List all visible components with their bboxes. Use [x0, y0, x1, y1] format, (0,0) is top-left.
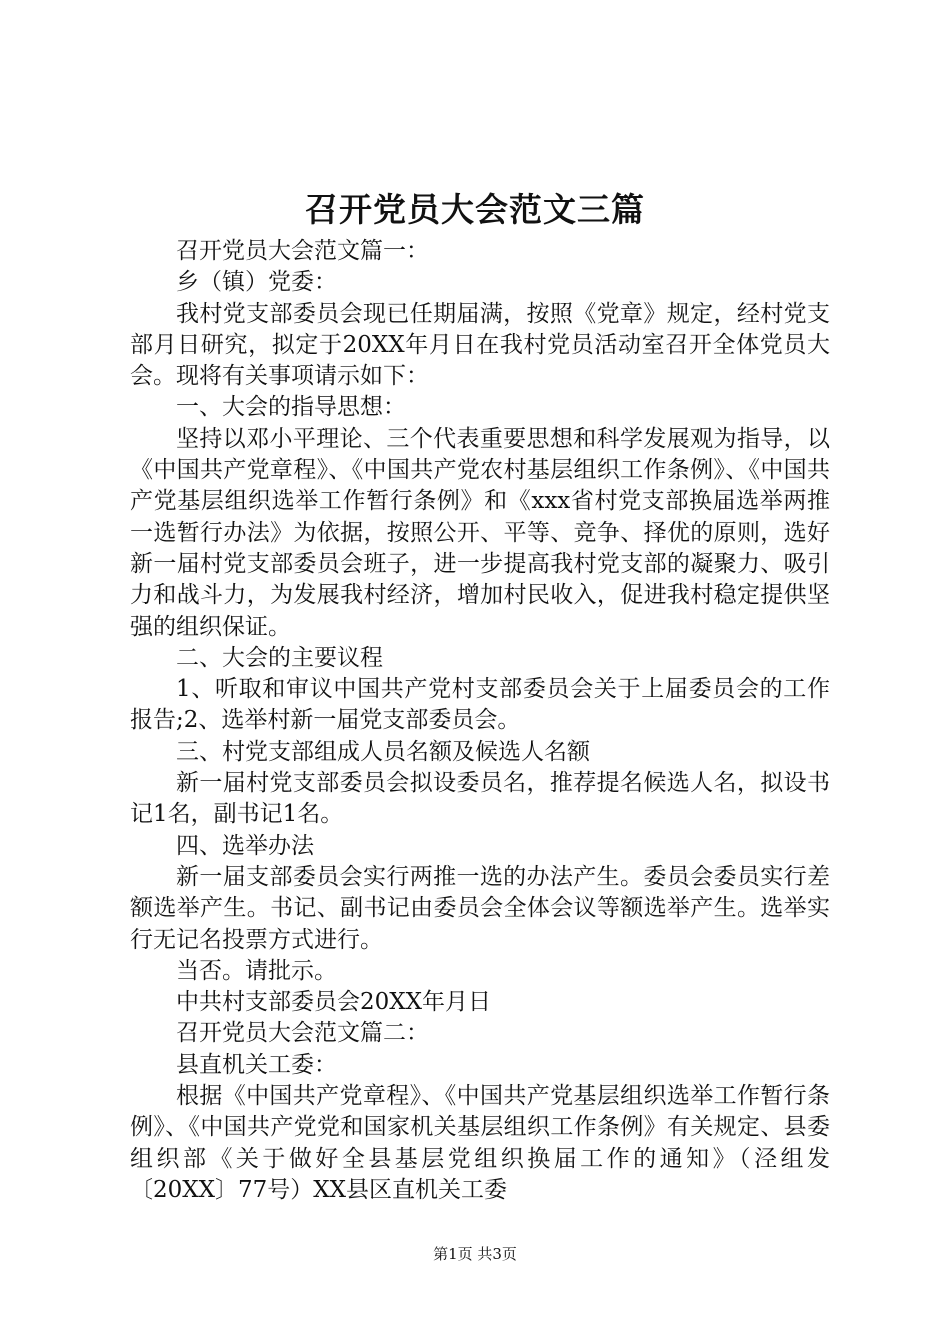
paragraph: 二、大会的主要议程 — [176, 644, 383, 671]
paragraph: 新一届支部委员会实行两推一选的办法产生。委员会委员实行差额选举产生。书记、副书记由委员会全体会议等额选举产生。选举实行无记名投票方式进行。 — [130, 863, 830, 953]
document-title: 召开党员大会范文三篇 — [305, 190, 645, 229]
paragraph: 县直机关工委： — [176, 1051, 337, 1078]
page-footer: 第1页 共3页 — [433, 1245, 517, 1263]
paragraph: 坚持以邓小平理论、三个代表重要思想和科学发展观为指导，以《中国共产党章程》、《中国共产党农村基层组织工作条例》、《中国共产党基层组织选举工作暂行条例》和《xxx省村党支部换届选举两推一选暂行办法》为依据，按照公开、平等、竞争、择优的原则，选好新一届村党支部委员会班子，进一步提高我村党支部的凝聚力、吸引力和战斗力，为发展我村经济，增加村民收入，促进我村稳定提供坚强的组织保证。 — [130, 425, 830, 640]
paragraph: 根据《中国共产党章程》、《中国共产党基层组织选举工作暂行条例》、《中国共产党党和国家机关基层组织工作条例》有关规定、县委组织部《关于做好全县基层党组织换届工作的通知》（泾组发〔20XX〕77号）XX县区直机关工委 — [130, 1083, 830, 1203]
paragraph: 1、听取和审议中国共产党村支部委员会关于上届委员会的工作报告;2、选举村新一届党支部委员会。 — [130, 676, 830, 734]
paragraph: 召开党员大会范文篇一： — [176, 238, 429, 264]
paragraph: 四、选举办法 — [176, 832, 314, 859]
paragraph: 中共村支部委员会20XX年月日 — [176, 989, 492, 1016]
paragraph: 三、村党支部组成人员名额及候选人名额 — [176, 738, 590, 765]
paragraph: 一、大会的指导思想： — [176, 394, 406, 421]
document-body — [130, 236, 830, 1206]
paragraph: 新一届村党支部委员会拟设委员名，推荐提名候选人名，拟设书记1名，副书记1名。 — [130, 770, 830, 828]
paragraph: 当否。请批示。 — [176, 957, 337, 984]
paragraph: 召开党员大会范文篇二： — [176, 1020, 429, 1047]
paragraph: 乡（镇）党委： — [176, 269, 337, 296]
paragraph: 我村党支部委员会现已任期届满，按照《党章》规定，经村党支部月日研究，拟定于20XX年月日在我村党员活动室召开全体党员大会。现将有关事项请示如下： — [130, 300, 830, 390]
